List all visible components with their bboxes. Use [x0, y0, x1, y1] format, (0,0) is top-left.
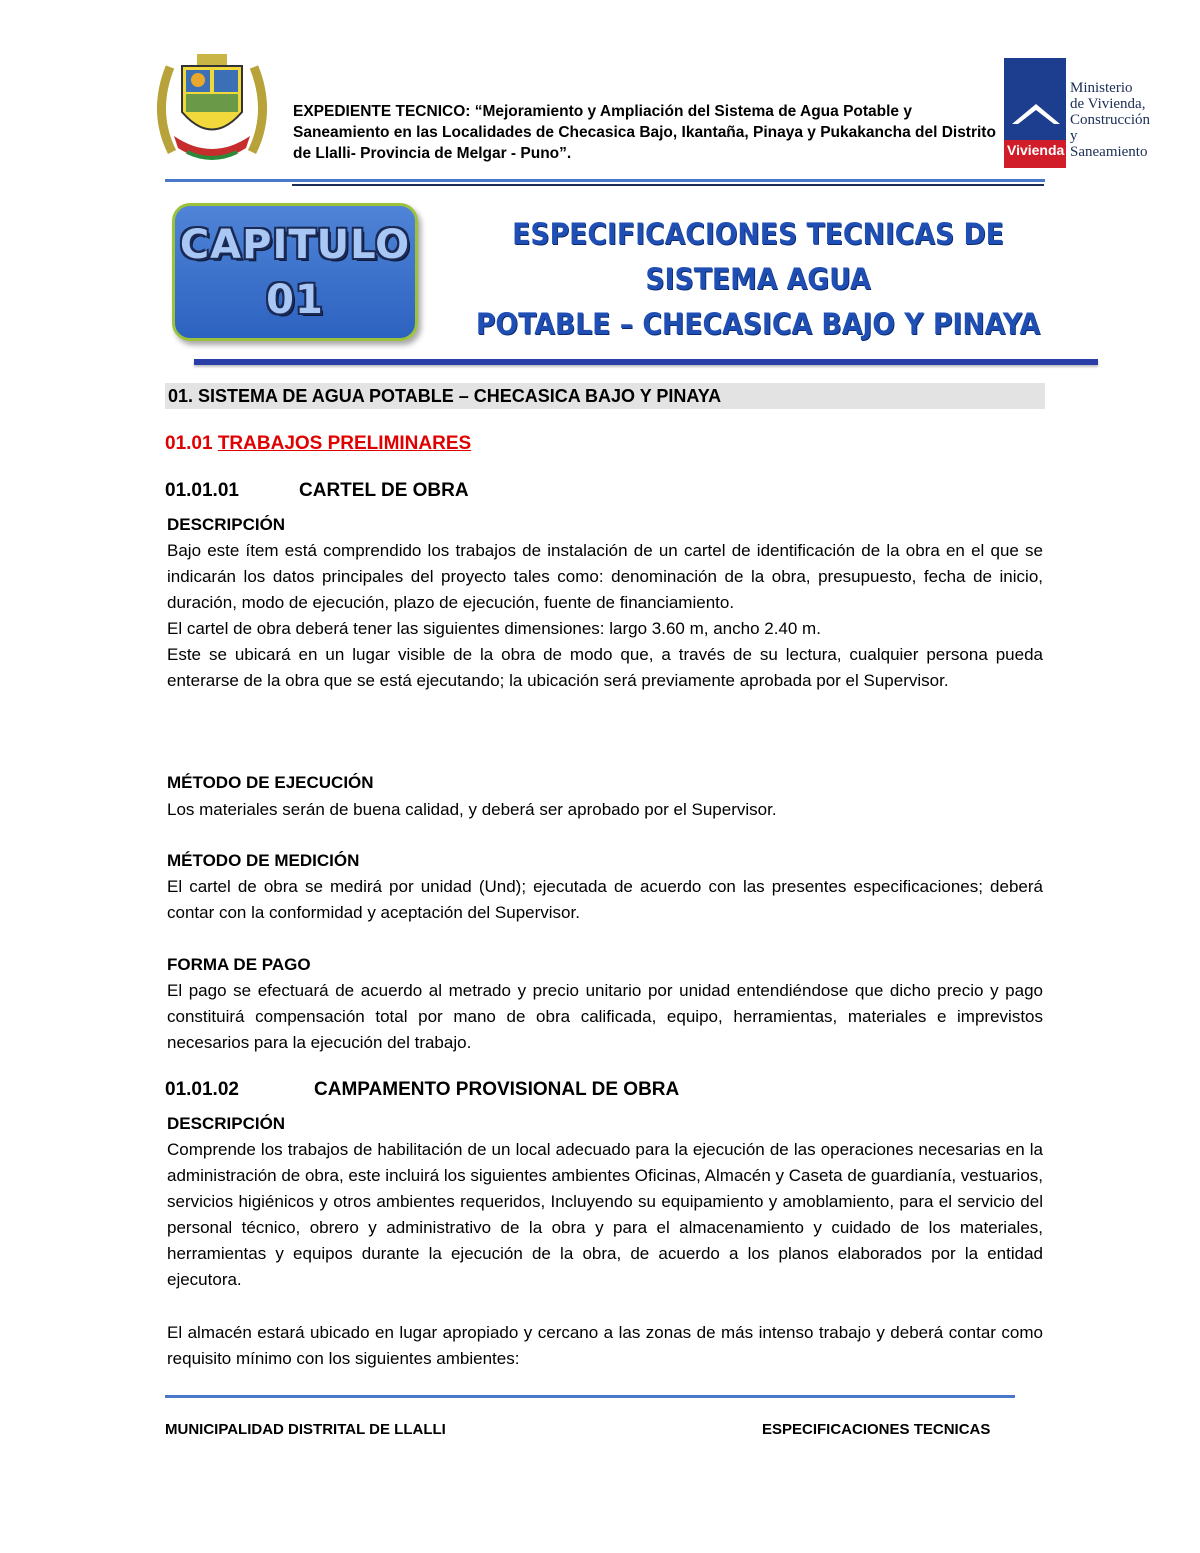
subsection-title: [165, 433, 471, 455]
item-1-title: CARTEL DE OBRA: [299, 480, 469, 501]
item-1-meas-text: El cartel de obra se medirá por unidad (Und); ejecutada de acuerdo con las presentes especificaciones; deberá contar con la conformidad y aceptación del Supervisor.: [167, 877, 1043, 922]
item-1-exec-text: Los materiales serán de buena calidad, y deberá ser aprobado por el Supervisor.: [167, 800, 777, 819]
header-divider: [165, 179, 1045, 182]
item-1-exec-heading: MÉTODO DE EJECUCIÓN: [167, 773, 374, 792]
ministry-line-4: y Saneamiento: [1070, 128, 1148, 160]
item-1-description: [167, 538, 1043, 694]
item-1-desc-p3: Este se ubicará en un lugar visible de la obra de modo que, a través de su lectura, cualquier persona pueda enterarse de la obra que se está ejecutando; la ubicación será previamente aprobada por el Supervisor.: [167, 645, 1043, 690]
house-roof-icon: [1010, 98, 1062, 139]
chapter-number: 01: [266, 277, 324, 323]
ministry-logo: [1004, 58, 1154, 170]
ministry-line-3: Construcción: [1070, 112, 1150, 128]
chapter-title-line-2: POTABLE – CHECASICA BAJO Y PINAYA: [475, 307, 1041, 341]
footer-divider: [165, 1395, 1015, 1398]
footer-left: MUNICIPALIDAD DISTRITAL DE LLALLI: [165, 1421, 446, 1438]
header-divider-thin: [292, 184, 1044, 186]
municipal-seal-icon: [152, 52, 272, 167]
ministry-badge-label: Vivienda: [1007, 142, 1065, 158]
chapter-title-line-1: ESPECIFICACIONES TECNICAS DE SISTEMA AGUA: [512, 217, 1004, 296]
item-1-desc-heading: DESCRIPCIÓN: [167, 515, 286, 534]
item-2-desc-heading: DESCRIPCIÓN: [167, 1114, 286, 1133]
item-1-pay-text: El pago se efectuará de acuerdo al metrado y precio unitario por unidad entendiéndose que dicho precio y pago constituirá compensación total por mano de obra calificada, equipo, herramientas, materiales e imprevistos necesarios para la ejecución del trabajo.: [167, 981, 1043, 1052]
item-2-desc-p2: El almacén estará ubicado en lugar apropiado y cercano a las zonas de más intenso trabajo y deberá contar como requisito mínimo con los siguientes ambientes:: [167, 1323, 1043, 1368]
chapter-divider: [194, 359, 1098, 365]
chapter-label: CAPITULO: [179, 222, 411, 268]
ministry-line-1: Ministerio: [1070, 80, 1133, 96]
subsection-number: 01.01: [165, 433, 213, 454]
item-1-desc-p1: Bajo este ítem está comprendido los trabajos de instalación de un cartel de identificación de la obra en el que se indicarán los datos principales del proyecto tales como: denominación de la obra, presupuesto, fecha de inicio, duración, modo de ejecución, plazo de ejecución, fuente de financiamiento.: [167, 541, 1043, 612]
item-1-number: 01.01.01: [165, 480, 239, 501]
chapter-badge: [172, 203, 418, 341]
item-1-desc-p2: El cartel de obra deberá tener las siguientes dimensiones: largo 3.60 m, ancho 2.40 m.: [167, 619, 821, 638]
subsection-label: TRABAJOS PRELIMINARES: [217, 433, 472, 454]
section-title: 01. SISTEMA DE AGUA POTABLE – CHECASICA BAJO Y PINAYA: [168, 386, 722, 406]
item-2-desc-p1: Comprende los trabajos de habilitación de un local adecuado para la ejecución de las operaciones necesarias en la administración de obra, este incluirá los siguientes ambientes Oficinas, Almacén y Caseta de guardianía, vestuarios, servicios higiénicos y otros ambientes requeridos, Incluyendo su equipamiento y amoblamiento, para el servicio del personal técnico, obrero y administrativo de la obra y para el almacenamiento y cuidado de los materiales, herramientas y equipos durante la ejecución de la obra, de acuerdo a los planos elaborados por la entidad ejecutora.: [167, 1140, 1043, 1289]
item-1-pay-heading: FORMA DE PAGO: [167, 955, 311, 974]
item-2-title: CAMPAMENTO PROVISIONAL DE OBRA: [314, 1079, 680, 1100]
item-1-meas-heading: MÉTODO DE MEDICIÓN: [167, 851, 360, 870]
ministry-line-2: de Vivienda,: [1070, 96, 1146, 112]
footer-right: ESPECIFICACIONES TECNICAS: [762, 1421, 991, 1438]
expediente-title: EXPEDIENTE TECNICO: “Mejoramiento y Ampliación del Sistema de Agua Potable y Saneamiento en las Localidades de Checasica Bajo, Ikantaña, Pinaya y Pukakancha del Distrito de Llalli- Provincia de Melgar - Puno”.: [293, 103, 996, 162]
chapter-title: [454, 212, 1061, 347]
item-2-number: 01.01.02: [165, 1079, 239, 1100]
